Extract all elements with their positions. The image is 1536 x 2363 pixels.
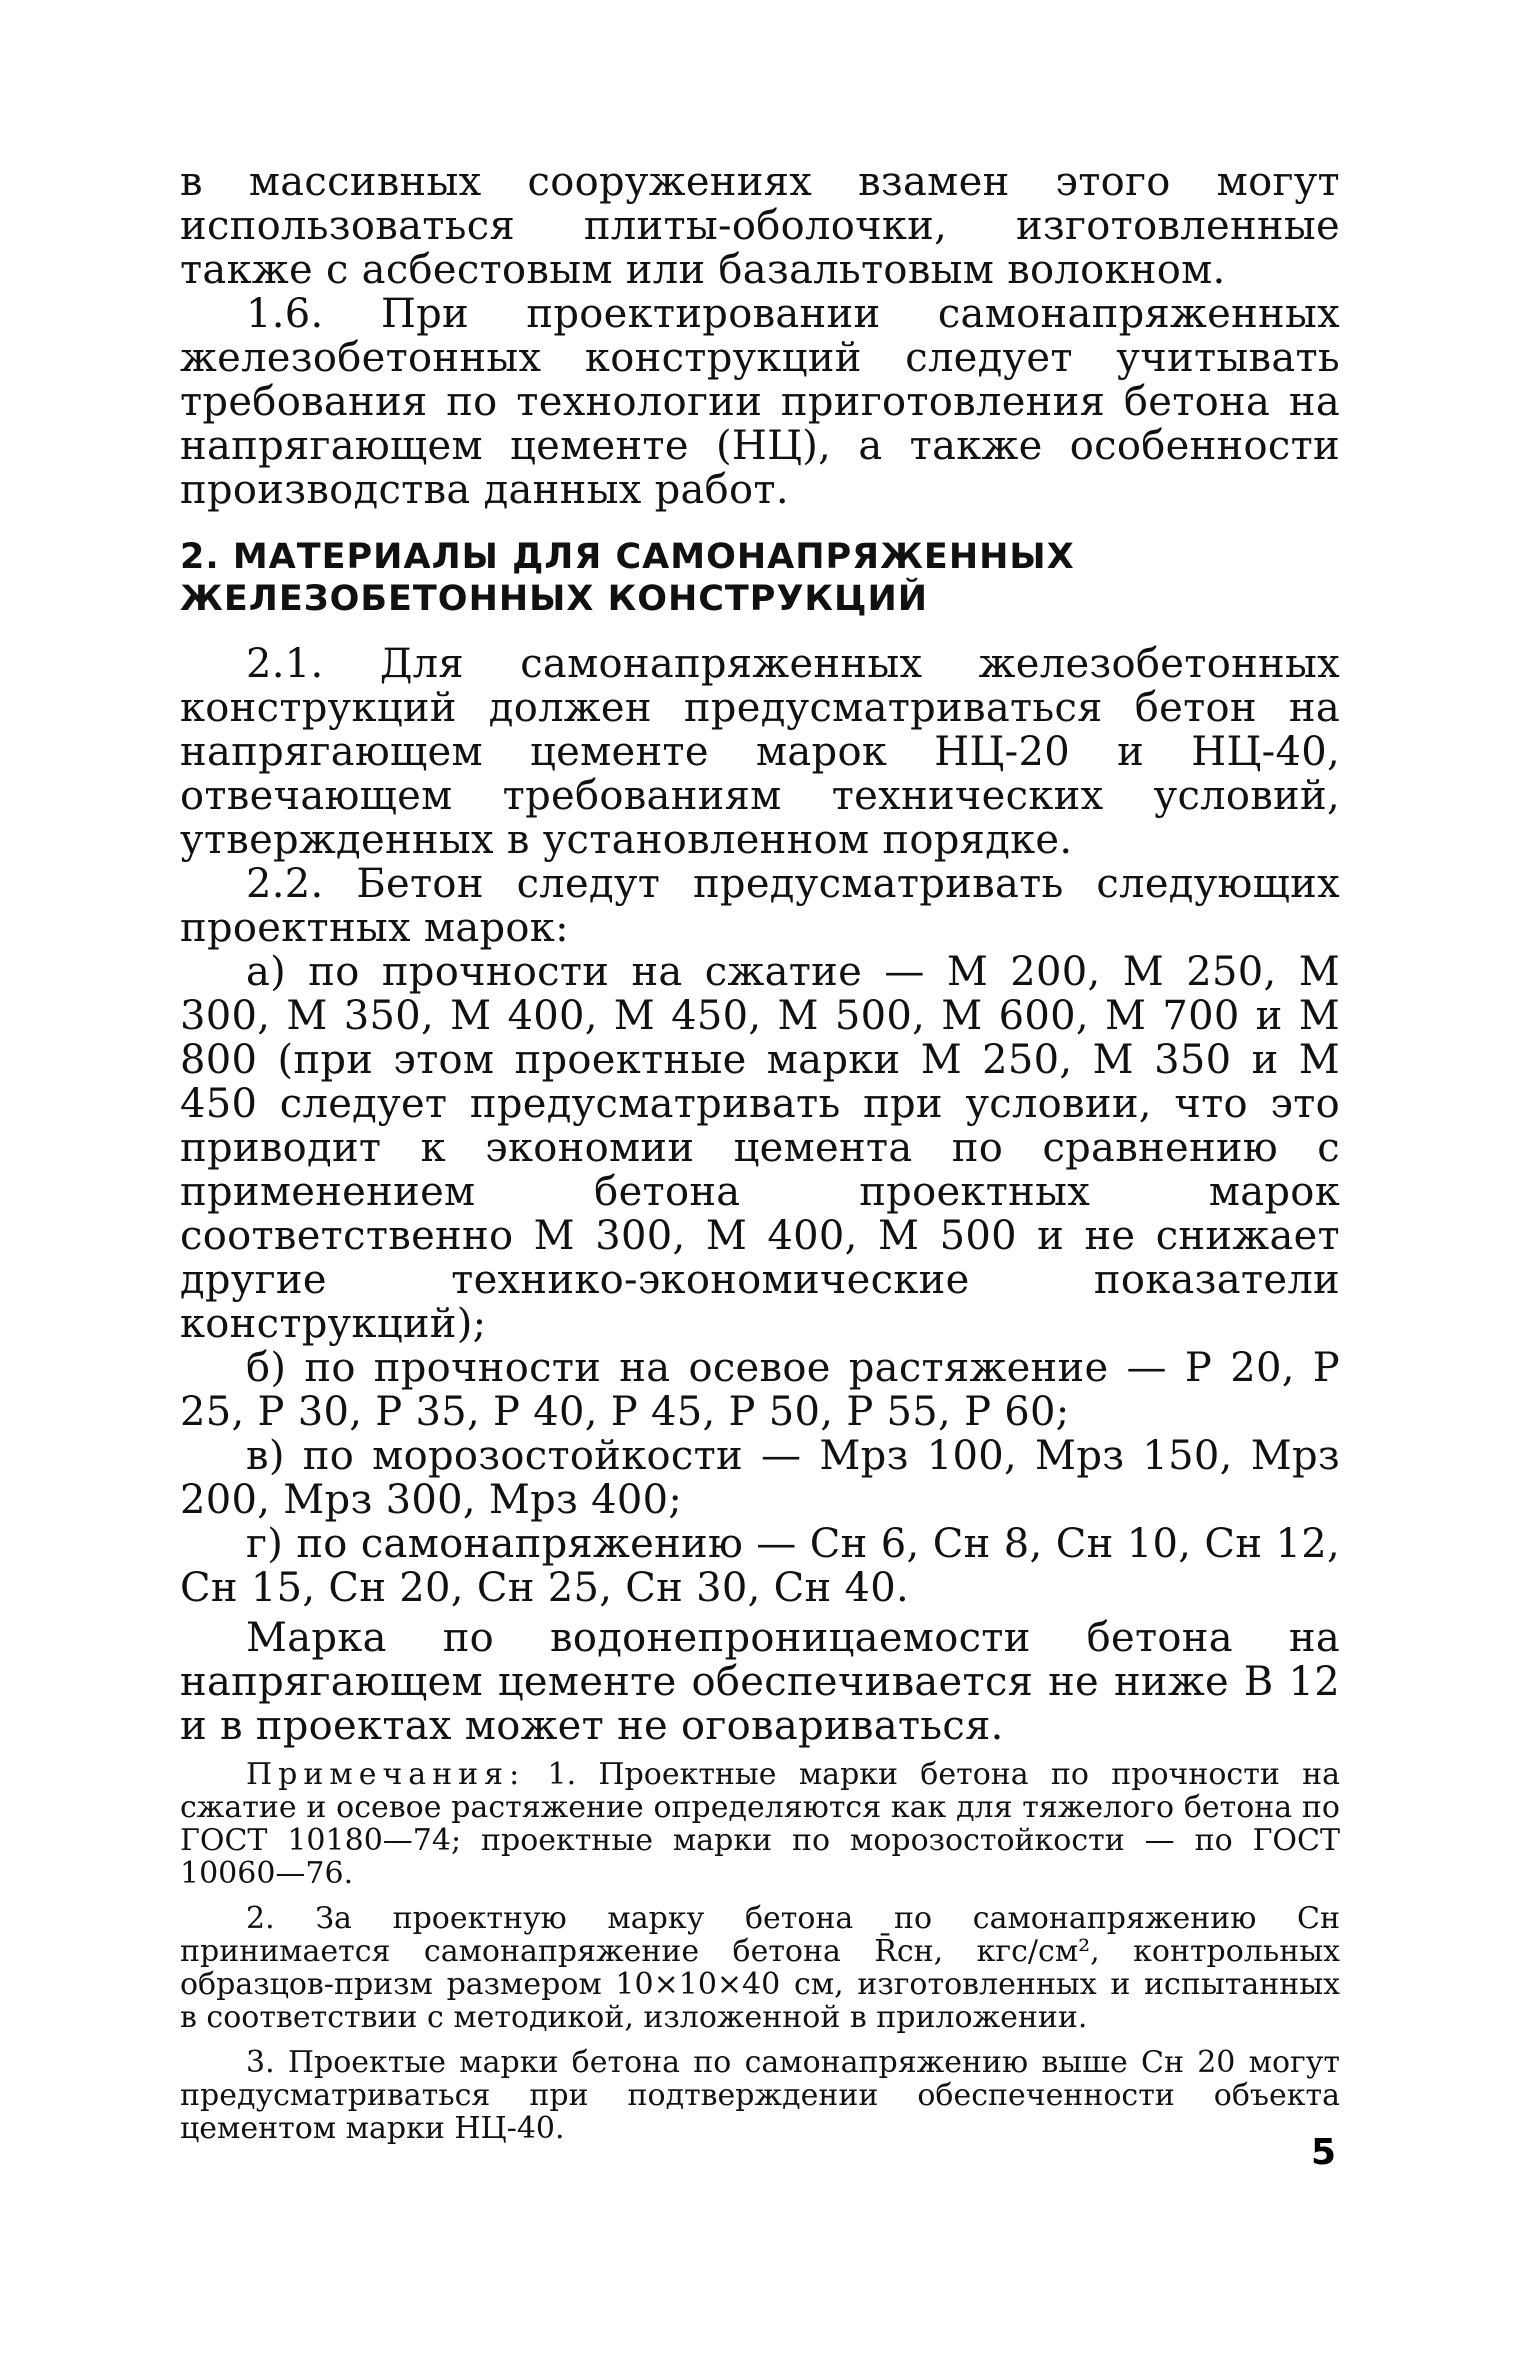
intro-paragraph: в массивных сооружениях взамен этого могут использоваться плиты-оболочки, изготовленные также с асбестовым или базальтовым волокном. [180,159,1340,293]
list-item-b: б) по прочности на осевое растяжение — Р 20, Р 25, Р 30, Р 35, Р 40, Р 45, Р 50, Р 55, Р 60; [180,1345,1340,1435]
list-item-a: а) по прочности на сжатие — М 200, М 250, М 300, М 350, М 400, М 450, М 500, М 600, М 700 и М 800 (при этом проектные марки М 250, М 350 и М 450 следует предусматривать при условии, что это приводит к экономии цемента по сравнению с применением бетона проектных марок соответственно М 300, М 400, М 500 и не снижает другие технико-экономические показатели конструкций); [180,949,1340,1347]
section-heading-line2: ЖЕЛЕЗОБЕТОННЫХ КОНСТРУКЦИЙ [180,579,929,619]
paragraph-2-1: 2.1. Для самонапряженных железобетонных конструкций должен предусматриваться бетон на напрягающем цементе марок НЦ-20 и НЦ-40, отвечающем требованиям технических условий, утвержденных в установленном порядке. [180,641,1340,863]
page-number: 5 [1310,2132,1336,2173]
notes-label: Примечания: [246,1757,526,1792]
note-1 [180,1758,1340,1890]
section-heading-line1: 2. МАТЕРИАЛЫ ДЛЯ САМОНАПРЯЖЕННЫХ [180,537,1075,577]
note-1-text: 1. Проектные марки бетона по прочности на сжатие и осевое растяжение определяются как для тяжелого бетона по ГОСТ 10180—74; проектные марки по морозостойкости — по ГОСТ 10060—76. [180,1757,1340,1891]
paragraph-2-2: 2.2. Бетон следут предусматривать следующих проектных марок: [180,861,1340,951]
section-heading [180,536,1340,620]
note-3: 3. Проектые марки бетона по самонапряжению выше Сн 20 могут предусматриваться при подтверждении обеспеченности объекта цементом марки НЦ-40. [180,2045,1340,2146]
notes-block [180,1758,1340,2145]
list-item-v: в) по морозостойкости — Мрз 100, Мрз 150, Мрз 200, Мрз 300, Мрз 400; [180,1433,1340,1523]
document-page [180,160,1340,2157]
paragraph-1-6: 1.6. При проектировании самонапряженных железобетонных конструкций следует учитывать требования по технологии приготовления бетона на напрягающем цементе (НЦ), а также особенности производства данных работ. [180,291,1340,513]
note-2: 2. За проектную марку бетона по самонапряжению Сн принимается самонапряжение бетона R̄сн, кгс/см², контрольных образцов-призм размером 10×10×40 см, изготовленных и испытанных в соответствии с методикой, изложенной в приложении. [180,1901,1340,2035]
list-item-g: г) по самонапряжению — Сн 6, Сн 8, Сн 10, Сн 12, Сн 15, Сн 20, Сн 25, Сн 30, Сн 40. [180,1521,1340,1611]
paragraph-water-resistance: Марка по водонепроницаемости бетона на напрягающем цементе обеспечивается не ниже В 12 и в проектах может не оговариваться. [180,1615,1340,1749]
